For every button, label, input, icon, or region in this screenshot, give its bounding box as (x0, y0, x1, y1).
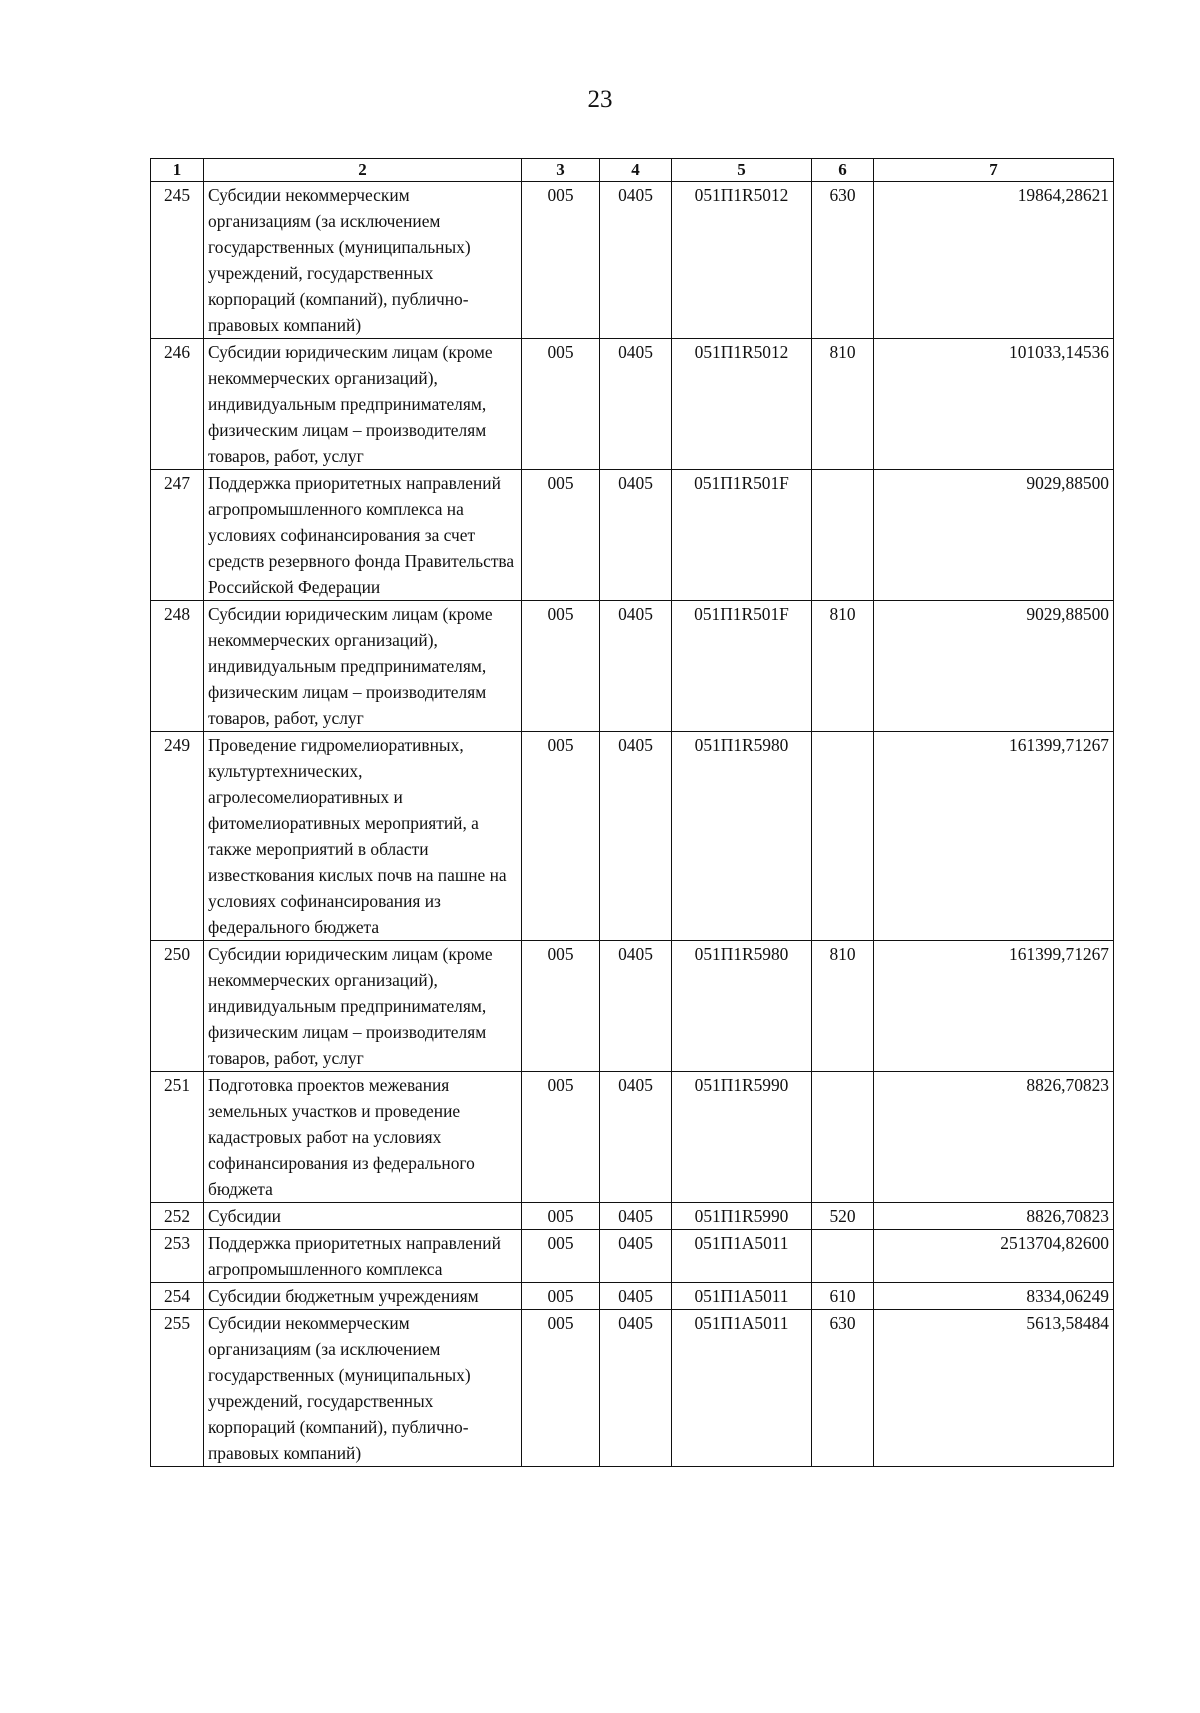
row-amount: 161399,71267 (874, 732, 1114, 941)
row-col-6 (812, 732, 874, 941)
row-col-5: 051П1R5980 (672, 732, 812, 941)
header-col-6: 6 (812, 159, 874, 182)
row-name: Субсидии (204, 1203, 522, 1230)
row-col-3: 005 (522, 1230, 600, 1283)
row-col-3: 005 (522, 941, 600, 1072)
row-col-6 (812, 470, 874, 601)
row-number: 246 (151, 339, 204, 470)
row-col-3: 005 (522, 1283, 600, 1310)
row-number: 247 (151, 470, 204, 601)
row-col-3: 005 (522, 470, 600, 601)
row-amount: 101033,14536 (874, 339, 1114, 470)
row-col-6: 810 (812, 339, 874, 470)
row-name: Подготовка проектов межевания земельных участков и проведение кадастровых работ на условиях софинансирования из федерального бюджета (204, 1072, 522, 1203)
row-col-5: 051П1R501F (672, 470, 812, 601)
row-col-3: 005 (522, 732, 600, 941)
row-col-5: 051П1R5980 (672, 941, 812, 1072)
table-row (151, 470, 1114, 601)
header-col-2: 2 (204, 159, 522, 182)
row-number: 251 (151, 1072, 204, 1203)
row-col-5: 051П1А5011 (672, 1310, 812, 1467)
header-col-1: 1 (151, 159, 204, 182)
row-col-4: 0405 (600, 601, 672, 732)
row-name: Субсидии бюджетным учреждениям (204, 1283, 522, 1310)
row-number: 249 (151, 732, 204, 941)
row-name: Субсидии некоммерческим организациям (за исключением государственных (муниципальных) учреждений, государственных корпораций (компаний), публично-правовых компаний) (204, 182, 522, 339)
row-col-3: 005 (522, 339, 600, 470)
row-number: 254 (151, 1283, 204, 1310)
row-col-4: 0405 (600, 941, 672, 1072)
row-col-5: 051П1R501F (672, 601, 812, 732)
row-name: Поддержка приоритетных направлений агропромышленного комплекса на условиях софинансирования за счет средств резервного фонда Правительства Российской Федерации (204, 470, 522, 601)
table-row (151, 601, 1114, 732)
row-col-5: 051П1R5012 (672, 339, 812, 470)
row-col-3: 005 (522, 182, 600, 339)
row-number: 250 (151, 941, 204, 1072)
row-amount: 5613,58484 (874, 1310, 1114, 1467)
table-row (151, 1203, 1114, 1230)
row-name: Субсидии юридическим лицам (кроме некоммерческих организаций), индивидуальным предпринимателям, физическим лицам – производителям товаров, работ, услуг (204, 941, 522, 1072)
row-col-4: 0405 (600, 1310, 672, 1467)
row-col-5: 051П1R5990 (672, 1072, 812, 1203)
row-col-4: 0405 (600, 182, 672, 339)
table-row (151, 182, 1114, 339)
row-col-4: 0405 (600, 1072, 672, 1203)
table-row (151, 1072, 1114, 1203)
table-header-row (151, 159, 1114, 182)
row-col-6: 630 (812, 1310, 874, 1467)
row-amount: 2513704,82600 (874, 1230, 1114, 1283)
row-col-4: 0405 (600, 470, 672, 601)
row-number: 245 (151, 182, 204, 339)
row-amount: 8826,70823 (874, 1072, 1114, 1203)
header-col-7: 7 (874, 159, 1114, 182)
row-col-6: 630 (812, 182, 874, 339)
row-name: Субсидии юридическим лицам (кроме некоммерческих организаций), индивидуальным предпринимателям, физическим лицам – производителям товаров, работ, услуг (204, 339, 522, 470)
row-col-6 (812, 1072, 874, 1203)
row-col-6 (812, 1230, 874, 1283)
row-col-3: 005 (522, 601, 600, 732)
header-col-5: 5 (672, 159, 812, 182)
header-col-3: 3 (522, 159, 600, 182)
row-amount: 9029,88500 (874, 601, 1114, 732)
budget-table (150, 158, 1114, 1467)
row-col-4: 0405 (600, 1283, 672, 1310)
row-col-3: 005 (522, 1203, 600, 1230)
row-col-4: 0405 (600, 1230, 672, 1283)
table-row (151, 941, 1114, 1072)
row-number: 253 (151, 1230, 204, 1283)
row-number: 255 (151, 1310, 204, 1467)
row-col-6: 810 (812, 941, 874, 1072)
row-name: Поддержка приоритетных направлений агропромышленного комплекса (204, 1230, 522, 1283)
row-col-5: 051П1R5990 (672, 1203, 812, 1230)
row-col-4: 0405 (600, 1203, 672, 1230)
row-col-4: 0405 (600, 732, 672, 941)
row-col-6: 610 (812, 1283, 874, 1310)
row-col-3: 005 (522, 1310, 600, 1467)
row-amount: 8334,06249 (874, 1283, 1114, 1310)
row-col-4: 0405 (600, 339, 672, 470)
table-row (151, 1230, 1114, 1283)
row-name: Проведение гидромелиоративных, культуртехнических, агролесомелиоративных и фитомелиоративных мероприятий, а также мероприятий в области известкования кислых почв на пашне на условиях софинансирования из федерального бюджета (204, 732, 522, 941)
row-col-5: 051П1R5012 (672, 182, 812, 339)
row-col-6: 520 (812, 1203, 874, 1230)
row-amount: 161399,71267 (874, 941, 1114, 1072)
row-name: Субсидии юридическим лицам (кроме некоммерческих организаций), индивидуальным предпринимателям, физическим лицам – производителям товаров, работ, услуг (204, 601, 522, 732)
table-row (151, 339, 1114, 470)
table-row (151, 732, 1114, 941)
table-row (151, 1283, 1114, 1310)
row-amount: 19864,28621 (874, 182, 1114, 339)
row-col-3: 005 (522, 1072, 600, 1203)
row-col-6: 810 (812, 601, 874, 732)
row-amount: 8826,70823 (874, 1203, 1114, 1230)
page-number: 23 (587, 86, 613, 113)
row-amount: 9029,88500 (874, 470, 1114, 601)
row-number: 248 (151, 601, 204, 732)
header-col-4: 4 (600, 159, 672, 182)
row-col-5: 051П1А5011 (672, 1230, 812, 1283)
row-name: Субсидии некоммерческим организациям (за исключением государственных (муниципальных) учреждений, государственных корпораций (компаний), публично-правовых компаний) (204, 1310, 522, 1467)
row-col-5: 051П1А5011 (672, 1283, 812, 1310)
table-row (151, 1310, 1114, 1467)
row-number: 252 (151, 1203, 204, 1230)
